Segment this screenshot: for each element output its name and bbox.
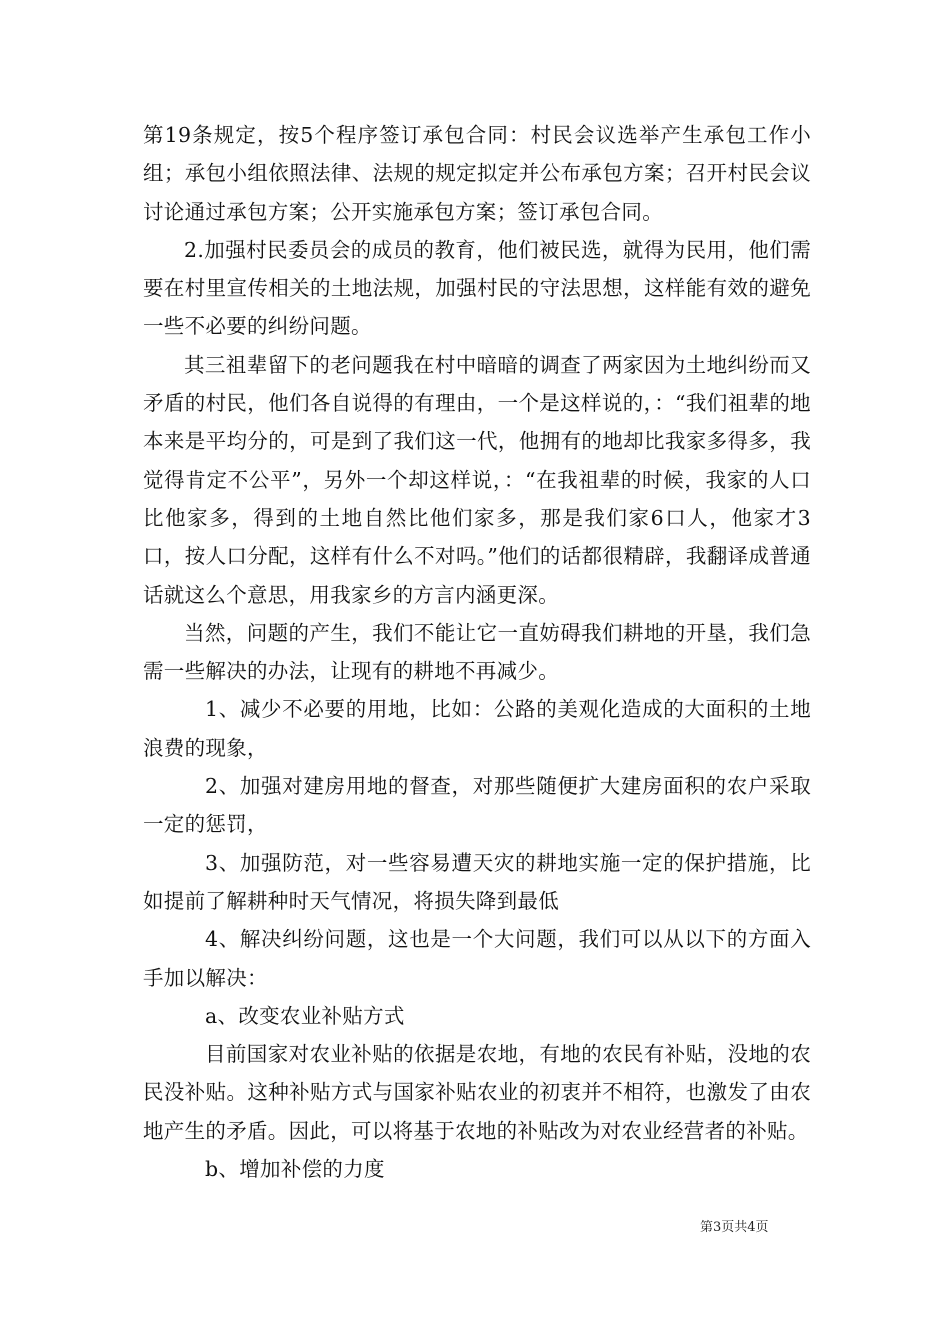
paragraph-subsidy-basis: 目前国家对农业补贴的依据是农地，有地的农民有补贴，没地的农民没补贴。这种补贴方式与国家补贴农业的初衷并不相符，也激发了由农地产生的矛盾。因此，可以将基于农地的补贴改为对农业经营者的补贴。 [143,1042,811,1143]
paragraph-committee-education: 2.加强村民委员会的成员的教育，他们被民选，就得为民用，他们需要在村里宣传相关的土地法规，加强村民的守法思想，这样能有效的避免一些不必要的纠纷问题。 [143,237,811,339]
list-item-reduce-land-use: 1、减少不必要的用地，比如：公路的美观化造成的大面积的土地浪费的现象， [143,697,811,760]
list-item-disaster-prevention: 3、加强防范，对一些容易遭天灾的耕地实施一定的保护措施，比如提前了解耕种时天气情况，将损失降到最低 [143,850,811,913]
paragraph-contract-procedure: 第19条规定，按5个程序签订承包合同：村民会议选举产生承包工作小组；承包小组依照法律、法规的规定拟定并公布承包方案；召开村民会议讨论通过承包方案；公开实施承包方案；签订承包合同。 [143,123,811,224]
subheading-subsidy-method: a、改变农业补贴方式 [205,1003,405,1028]
document-body [143,116,811,1188]
list-item-housing-supervision: 2、加强对建房用地的督查，对那些随便扩大建房面积的农户采取一定的惩罚， [143,774,811,837]
page-number-footer: 第3页共4页 [700,1220,769,1235]
paragraph-solutions-intro: 当然，问题的产生，我们不能让它一直妨碍我们耕地的开垦，我们急需一些解决的办法，让现有的耕地不再减少。 [143,620,811,684]
subheading-compensation: b、增加补偿的力度 [205,1157,385,1182]
list-item-resolve-disputes: 4、解决纠纷问题，这也是一个大问题，我们可以从以下的方面入手加以解决： [143,927,811,990]
paragraph-ancestral-dispute: 其三祖辈留下的老问题我在村中暗暗的调查了两家因为土地纠纷而又矛盾的村民，他们各自说得的有理由，一个是这样说的，：“我们祖辈的地本来是平均分的，可是到了我们这一代，他拥有的地却比我家多得多，我觉得肯定不公平”，另外一个却这样说，：“在我祖辈的时候，我家的人口比他家多，得到的土地自然比他们家多，那是我们家6口人，他家才3口，按人口分配，这样有什么不对吗。”他们的话都很精辟，我翻译成普通话就这么个意思，用我家乡的方言内涵更深。 [143,352,811,607]
